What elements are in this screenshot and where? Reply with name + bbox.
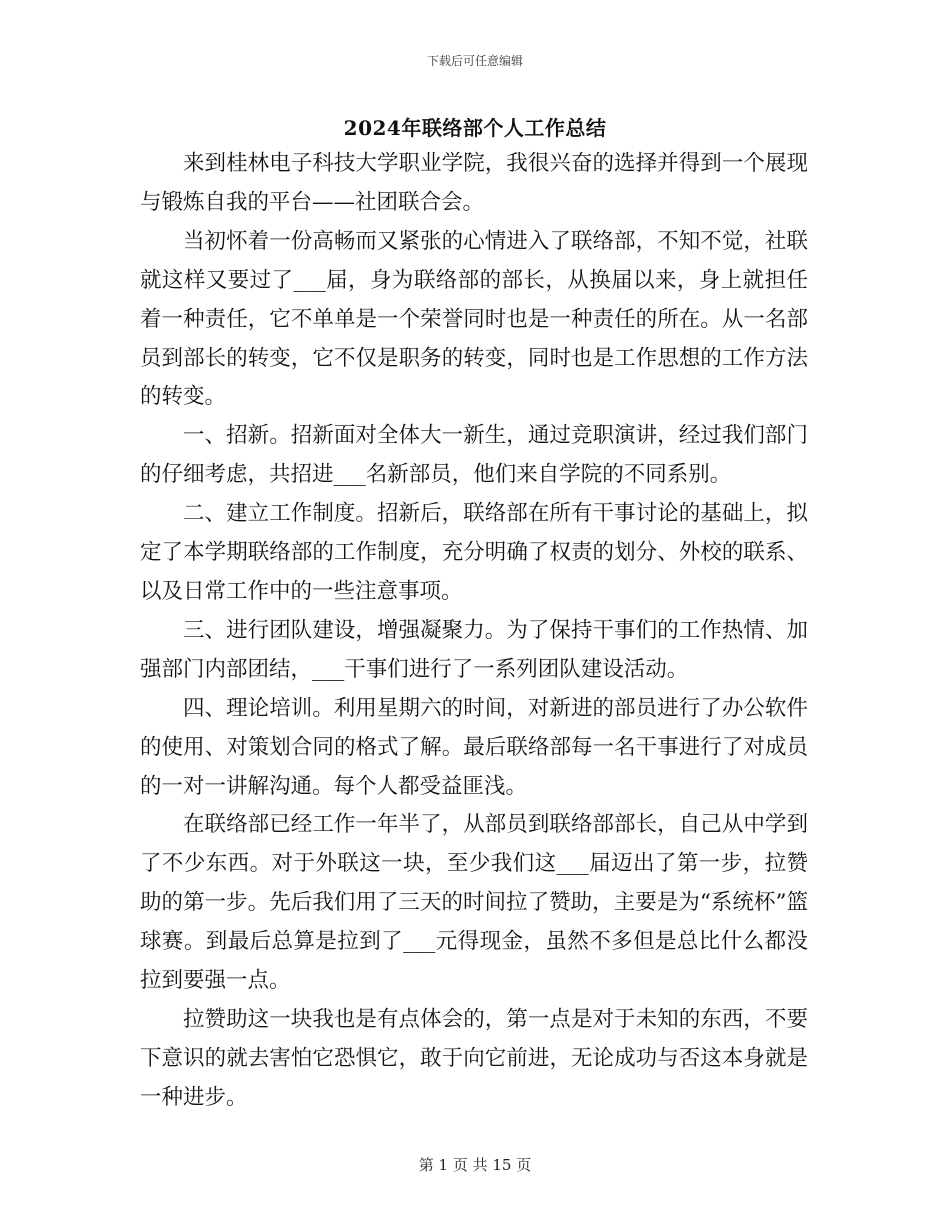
document-body [140, 145, 808, 1118]
paragraph-experience: 在联络部已经工作一年半了，从部员到联络部部长，自己从中学到了不少东西。对于外联这一块，至少我们这___届迈出了第一步，拉赞助的第一步。先后我们用了三天的时间拉了赞助，主要是为“系统杯”篮球赛。到最后总算是拉到了___元得现金，虽然不多但是总比什么都没拉到要强一点。 [140, 812, 808, 994]
paragraph-team-building: 三、进行团队建设，增强凝聚力。为了保持干事们的工作热情、加强部门内部团结，___干事们进行了一系列团队建设活动。 [140, 617, 808, 682]
paragraph-training: 四、理论培训。利用星期六的时间，对新进的部员进行了办公软件的使用、对策划合同的格式了解。最后联络部每一名干事进行了对成员的一对一讲解沟通。每个人都受益匪浅。 [140, 695, 808, 799]
paragraph-recruitment: 一、招新。招新面对全体大一新生，通过竞职演讲，经过我们部门的仔细考虑，共招进___名新部员，他们来自学院的不同系别。 [140, 423, 808, 488]
paragraph-responsibility: 当初怀着一份高畅而又紧张的心情进入了联络部，不知不觉，社联就这样又要过了___届，身为联络部的部长，从换届以来，身上就担任着一种责任，它不单单是一个荣誉同时也是一种责任的所在。从一名部员到部长的转变，它不仅是职务的转变，同时也是工作思想的工作方法的转变。 [140, 228, 808, 410]
paragraph-sponsorship: 拉赞助这一块我也是有点体会的，第一点是对于未知的东西，不要下意识的就去害怕它恐惧它，敢于向它前进，无论成功与否这本身就是一种进步。 [140, 1006, 808, 1110]
paragraph-intro: 来到桂林电子科技大学职业学院，我很兴奋的选择并得到一个展现与锻炼自我的平台——社团联合会。 [140, 151, 808, 215]
paragraph-work-system: 二、建立工作制度。招新后，联络部在所有干事讨论的基础上，拟定了本学期联络部的工作制度，充分明确了权责的划分、外校的联系、以及日常工作中的一些注意事项。 [140, 501, 808, 604]
page-indicator: 第 1 页 共 15 页 [418, 1156, 532, 1174]
header-note: 下载后可任意编辑 [426, 54, 523, 68]
document-title: 2024年联络部个人工作总结 [343, 116, 607, 140]
